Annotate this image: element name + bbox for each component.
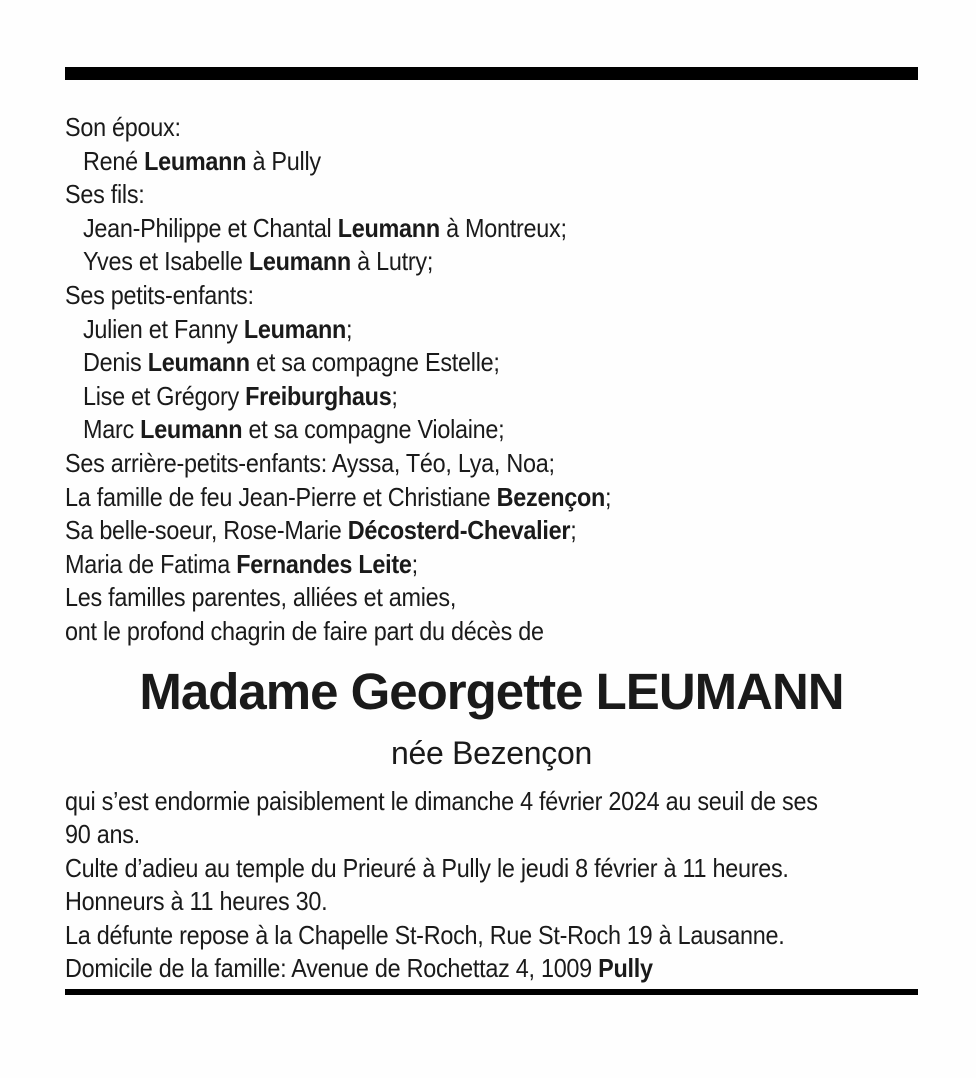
text-segment: et sa compagne Estelle; bbox=[249, 347, 500, 378]
text-line bbox=[65, 447, 833, 481]
text-segment: La famille de feu Jean-Pierre et Christiane bbox=[65, 481, 497, 512]
text-segment: Son époux: bbox=[65, 112, 181, 142]
text-segment: La défunte repose à la Chapelle St-Roch, Rue St-Roch 19 à Lausanne. bbox=[65, 919, 785, 950]
surname-bold: Bezençon bbox=[496, 481, 606, 512]
surname-bold: Leumann bbox=[144, 145, 247, 176]
surname-bold: Leumann bbox=[140, 414, 243, 445]
surname-bold: Décosterd-Chevalier bbox=[347, 515, 571, 546]
text-line bbox=[65, 885, 833, 919]
text-segment: Marc bbox=[83, 414, 141, 445]
surname-bold: Leumann bbox=[147, 347, 250, 378]
text-segment: Ses fils: bbox=[65, 179, 145, 210]
text-segment: René bbox=[83, 145, 145, 176]
text-segment: ; bbox=[411, 548, 418, 579]
text-line bbox=[65, 145, 833, 179]
text-line bbox=[65, 852, 833, 886]
text-segment: ; bbox=[345, 313, 353, 344]
text-line bbox=[65, 413, 833, 447]
surname-bold: Leumann bbox=[337, 212, 440, 243]
text-segment: Domicile de la famille: Avenue de Rochettaz 4, 1009 bbox=[65, 953, 599, 984]
text-segment: Les familles parentes, alliées et amies, bbox=[65, 582, 457, 613]
text-line bbox=[65, 481, 833, 515]
text-line bbox=[65, 212, 833, 246]
text-segment: Ses arrière-petits-enfants: Ayssa, Téo, Lya, Noa; bbox=[65, 447, 555, 478]
text-segment: ; bbox=[605, 481, 612, 512]
surname-bold: Freiburghaus bbox=[245, 380, 392, 411]
surname-bold: Pully bbox=[598, 953, 653, 984]
text-line bbox=[65, 952, 833, 986]
text-segment: Denis bbox=[83, 347, 148, 378]
text-line bbox=[65, 615, 833, 649]
top-rule bbox=[65, 67, 918, 80]
bottom-rule bbox=[65, 989, 918, 995]
text-segment: ont le profond chagrin de faire part du décès de bbox=[65, 615, 544, 646]
text-segment: Sa belle-soeur, Rose-Marie bbox=[65, 515, 348, 546]
text-line bbox=[65, 548, 833, 582]
text-segment: Maria de Fatima bbox=[65, 548, 237, 579]
text-segment: Honneurs à 11 heures 30. bbox=[65, 886, 328, 917]
text-line bbox=[65, 111, 833, 145]
notice-content bbox=[65, 111, 918, 986]
text-segment: 90 ans. bbox=[65, 819, 140, 850]
text-line bbox=[65, 514, 833, 548]
text-line bbox=[65, 313, 833, 347]
text-line bbox=[65, 178, 833, 212]
text-segment: à Pully bbox=[246, 145, 321, 176]
text-segment: à Montreux; bbox=[439, 212, 567, 243]
maiden-name-subtitle: née Bezençon bbox=[390, 734, 592, 771]
surname-bold: Leumann bbox=[243, 313, 346, 344]
text-segment: qui s’est endormie paisiblement le dimanche 4 février 2024 au seuil de ses bbox=[65, 785, 818, 816]
text-segment: ; bbox=[391, 380, 398, 411]
text-segment: Culte d’adieu au temple du Prieuré à Pully le jeudi 8 février à 11 heures. bbox=[65, 852, 789, 883]
text-line bbox=[65, 919, 833, 953]
surname-bold: Leumann bbox=[248, 246, 351, 277]
text-line bbox=[65, 245, 833, 279]
text-segment: Julien et Fanny bbox=[83, 313, 244, 344]
text-segment: Ses petits-enfants: bbox=[65, 279, 254, 310]
text-line bbox=[65, 581, 833, 615]
text-segment: ; bbox=[570, 515, 577, 546]
surname-bold: Fernandes Leite bbox=[236, 548, 412, 579]
text-segment: et sa compagne Violaine; bbox=[242, 414, 505, 445]
text-line bbox=[65, 380, 833, 414]
text-segment: à Lutry; bbox=[350, 246, 434, 277]
text-segment: Jean-Philippe et Chantal bbox=[83, 212, 338, 243]
family-lines bbox=[65, 111, 918, 649]
text-line bbox=[65, 818, 833, 852]
text-line bbox=[65, 785, 833, 819]
text-segment: Yves et Isabelle bbox=[83, 246, 249, 277]
text-line bbox=[65, 279, 833, 313]
ceremony-detail-lines bbox=[65, 785, 918, 987]
text-line bbox=[65, 346, 833, 380]
text-segment: Lise et Grégory bbox=[83, 380, 246, 411]
deceased-name-title: Madame Georgette LEUMANN bbox=[139, 662, 844, 720]
